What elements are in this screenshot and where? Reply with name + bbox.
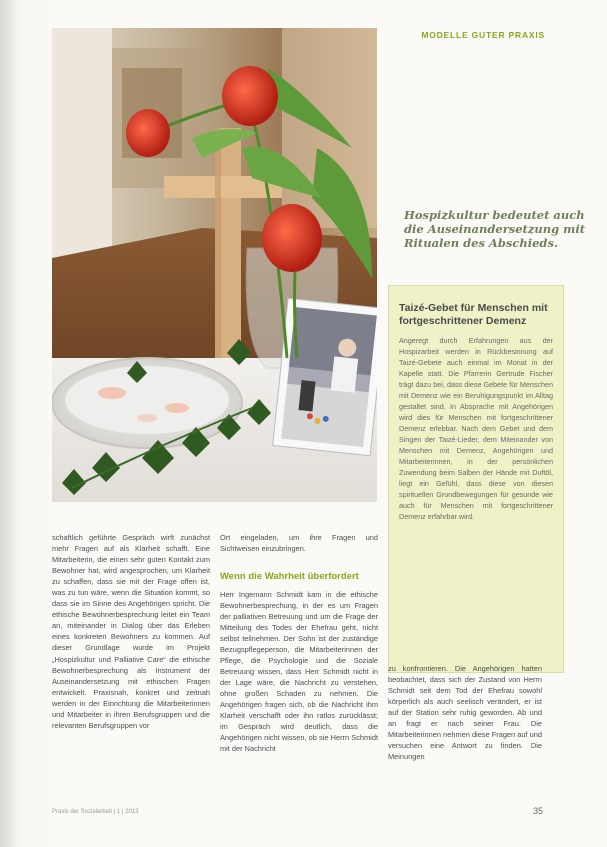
tulips-and-framed-photo-image <box>52 28 377 502</box>
footer-publication: Praxis der Sozialarbeit | 1 | 2013 <box>52 809 139 815</box>
article-column-left <box>52 532 210 731</box>
article-text-middle-top: Ort eingeladen, um ihre Fragen und Sichtweisen einzubringen. <box>220 533 378 554</box>
page-number: 35 <box>532 806 543 816</box>
article-text-left: schaftlich geführte Gespräch wirft zunächst mehr Fragen auf als Klarheit schafft. Eine Mitarbeiterin, die einen sehr guten Kontakt zum Bewohner hat, wird angesprochen, um Klarheit zu schaffen, dass sie mit der Frage offen ist, was zu tun wäre, wenn die Situation kommt, so dass sie im Sinne des Angehörigen spricht. Die ethische Bewohnerbesprechung leitet ein Team an, miteinander in Dialog über das Erleben eines konkreten Bewohners zu kommen. Auf dieser Grundlage wurde im Projekt „Hospizkultur und Palliative Care“ die ethische Bewohnerbesprechung als Instrument der Auseinandersetzung mit ethischen Fragen entwickelt. Praxisnah, konkret und zeitnah werden in der Einrichtung die Mitarbeiterinnen und Mitarbeiter in ihren Berufsgruppen und die relevanten Berufsgruppen vor <box>52 533 210 730</box>
section-label: MODELLE GUTER PRAXIS <box>421 30 545 40</box>
article-text-middle-body: Herr Ingemann Schmidt kam in die ethische Bewohnerbesprechung, in der es um Fragen der palliativen Betreuung und um die Frage der Mitteilung des Todes der Ehefrau geht, nicht selbst teilnehmen. Der Sohn ist der zuständige Bezugspflegeperson, die Mitarbeiterinnen der Pflege, die Psychologie und die Soziale Betreuung wissen, dass Herr Schmidt nicht in der Lage wäre, die Nachricht zu verstehen, ohne großen Schaden zu nehmen. Die Angehörigen fragen sich, ob die Nachricht ihm Klarheit verschafft oder ihn ratlos zurücklässt; im Gespräch wird deutlich, dass die Angehörigen nicht wissen, ob sie Herrn Schmidt mit der Nachricht <box>220 589 378 754</box>
article-column-right <box>388 663 542 762</box>
pull-quote: Hospizkultur bedeutet auch die Auseinandersetzung mit Ritualen des Abschieds. <box>404 208 586 250</box>
info-box <box>388 285 564 673</box>
info-box-body: Angeregt durch Erfahrungen aus der Hospizarbeit werden in Rückbesinnung auf Taizé-Gebete auch einmal im Monat in der Kapelle statt. Die Pfarrerin Gertrude Fischer trägt dazu bei, dass diese Gebete für Menschen mit Demenz wie ein Beruhigungspunkt im Alltag gestaltet sind. In Absprache mit Angehörigen wird dies für Menschen mit fortgeschrittener Demenz erlebbar. Nach dem Gebet und dem Singen der Taizé-Lieder, dem Miteinander von Menschen mit Demenz, Angehörigen und Mitarbeiterinnen, in der persönlichen Zuwendung beim Salben der Hände mit Duftöl, liegt ein Gefühl, dass diese von diesen spirituellen Grundbewegungen für gesunde wie auch für Menschen mit fortgeschrittener Demenz erfahrbar wird. <box>399 336 553 521</box>
info-box-title: Taizé-Gebet für Menschen mit fortgeschrittener Demenz <box>399 302 548 327</box>
section-heading: Wenn die Wahrheit überfordert <box>220 571 359 583</box>
article-text-right: zu konfrontieren. Die Angehörigen hatten beobachtet, dass sich der Zustand von Herrn Schmidt seit dem Tod der Ehefrau sowohl körperlich als auch seelisch verändert, er ist auf der Station sehr ruhig geworden. Ab und an fragt er nach seiner Frau. Die Mitarbeiterinnen nehmen diese Fragen auf und versuchen eine Antwort zu finden. Die Meinungen <box>388 664 542 762</box>
article-column-middle <box>220 532 378 754</box>
